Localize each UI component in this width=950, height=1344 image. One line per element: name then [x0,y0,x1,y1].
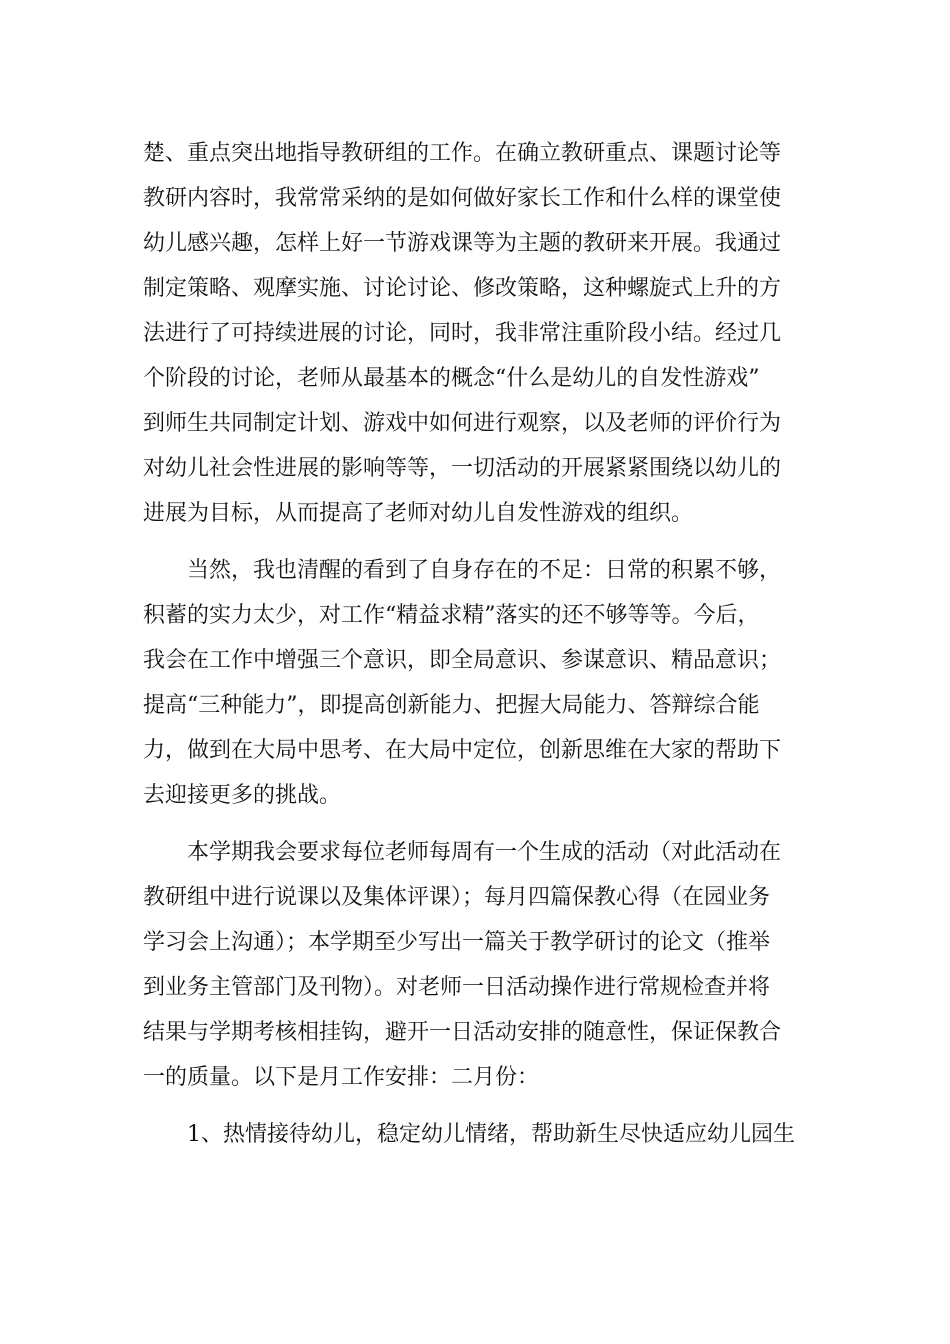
paragraph-3 [143,830,823,1100]
paragraph-1 [143,131,823,536]
text-line: 积蓄的实力太少，对工作“精益求精”落实的还不够等等。今后， [143,603,760,628]
text-line: 幼儿感兴趣，怎样上好一节游戏课等为主题的教研来开展。我通过 [143,231,782,256]
paragraph-spacer [143,1100,823,1112]
paragraph-4 [143,1112,823,1157]
paragraph-spacer [143,536,823,548]
text-line: 提高“三种能力”，即提高创新能力、把握大局能力、答辩综合能 [143,693,760,718]
text-line: 到师生共同制定计划、游戏中如何进行观察，以及老师的评价行为 [143,411,782,436]
list-item-text: 1、热情接待幼儿，稳定幼儿情绪，帮助新生尽快适应幼儿园生 [187,1122,795,1147]
text-line: 去迎接更多的挑战。 [143,783,342,808]
document-body [143,131,823,1157]
text-line: 到业务主管部门及刊物）。对老师一日活动操作进行常规检查并将 [143,975,771,1000]
text-line: 结果与学期考核相挂钩，避开一日活动安排的随意性，保证保教合 [143,1020,782,1045]
text-line: 对幼儿社会性进展的影响等等，一切活动的开展紧紧围绕以幼儿的 [143,456,782,481]
text-line: 一的质量。以下是月工作安排：二月份： [143,1065,540,1090]
text-line: 制定策略、观摩实施、讨论讨论、修改策略，这种螺旋式上升的方 [143,276,782,301]
text-line: 教研内容时，我常常采纳的是如何做好家长工作和什么样的课堂使 [143,186,782,211]
text-line: 法进行了可持续进展的讨论，同时，我非常注重阶段小结。经过几 [143,321,782,346]
text-line: 楚、重点突出地指导教研组的工作。在确立教研重点、课题讨论等 [143,141,782,166]
text-line: 个阶段的讨论，老师从最基本的概念“什么是幼儿的自发性游戏” [143,366,760,391]
text-line: 力，做到在大局中思考、在大局中定位，创新思维在大家的帮助下 [143,738,782,763]
text-line: 当然，我也清醒的看到了自身存在的不足：日常的积累不够， [187,558,782,583]
text-line: 本学期我会要求每位老师每周有一个生成的活动（对此活动在 [187,840,782,865]
text-line: 我会在工作中增强三个意识，即全局意识、参谋意识、精品意识； [143,648,782,673]
paragraph-2 [143,548,823,818]
text-line: 学习会上沟通）；本学期至少写出一篇关于教学研讨的论文（推举 [143,930,771,955]
text-line: 进展为目标，从而提高了老师对幼儿自发性游戏的组织。 [143,501,694,526]
text-line: 教研组中进行说课以及集体评课）；每月四篇保教心得（在园业务 [143,885,771,910]
paragraph-spacer [143,818,823,830]
